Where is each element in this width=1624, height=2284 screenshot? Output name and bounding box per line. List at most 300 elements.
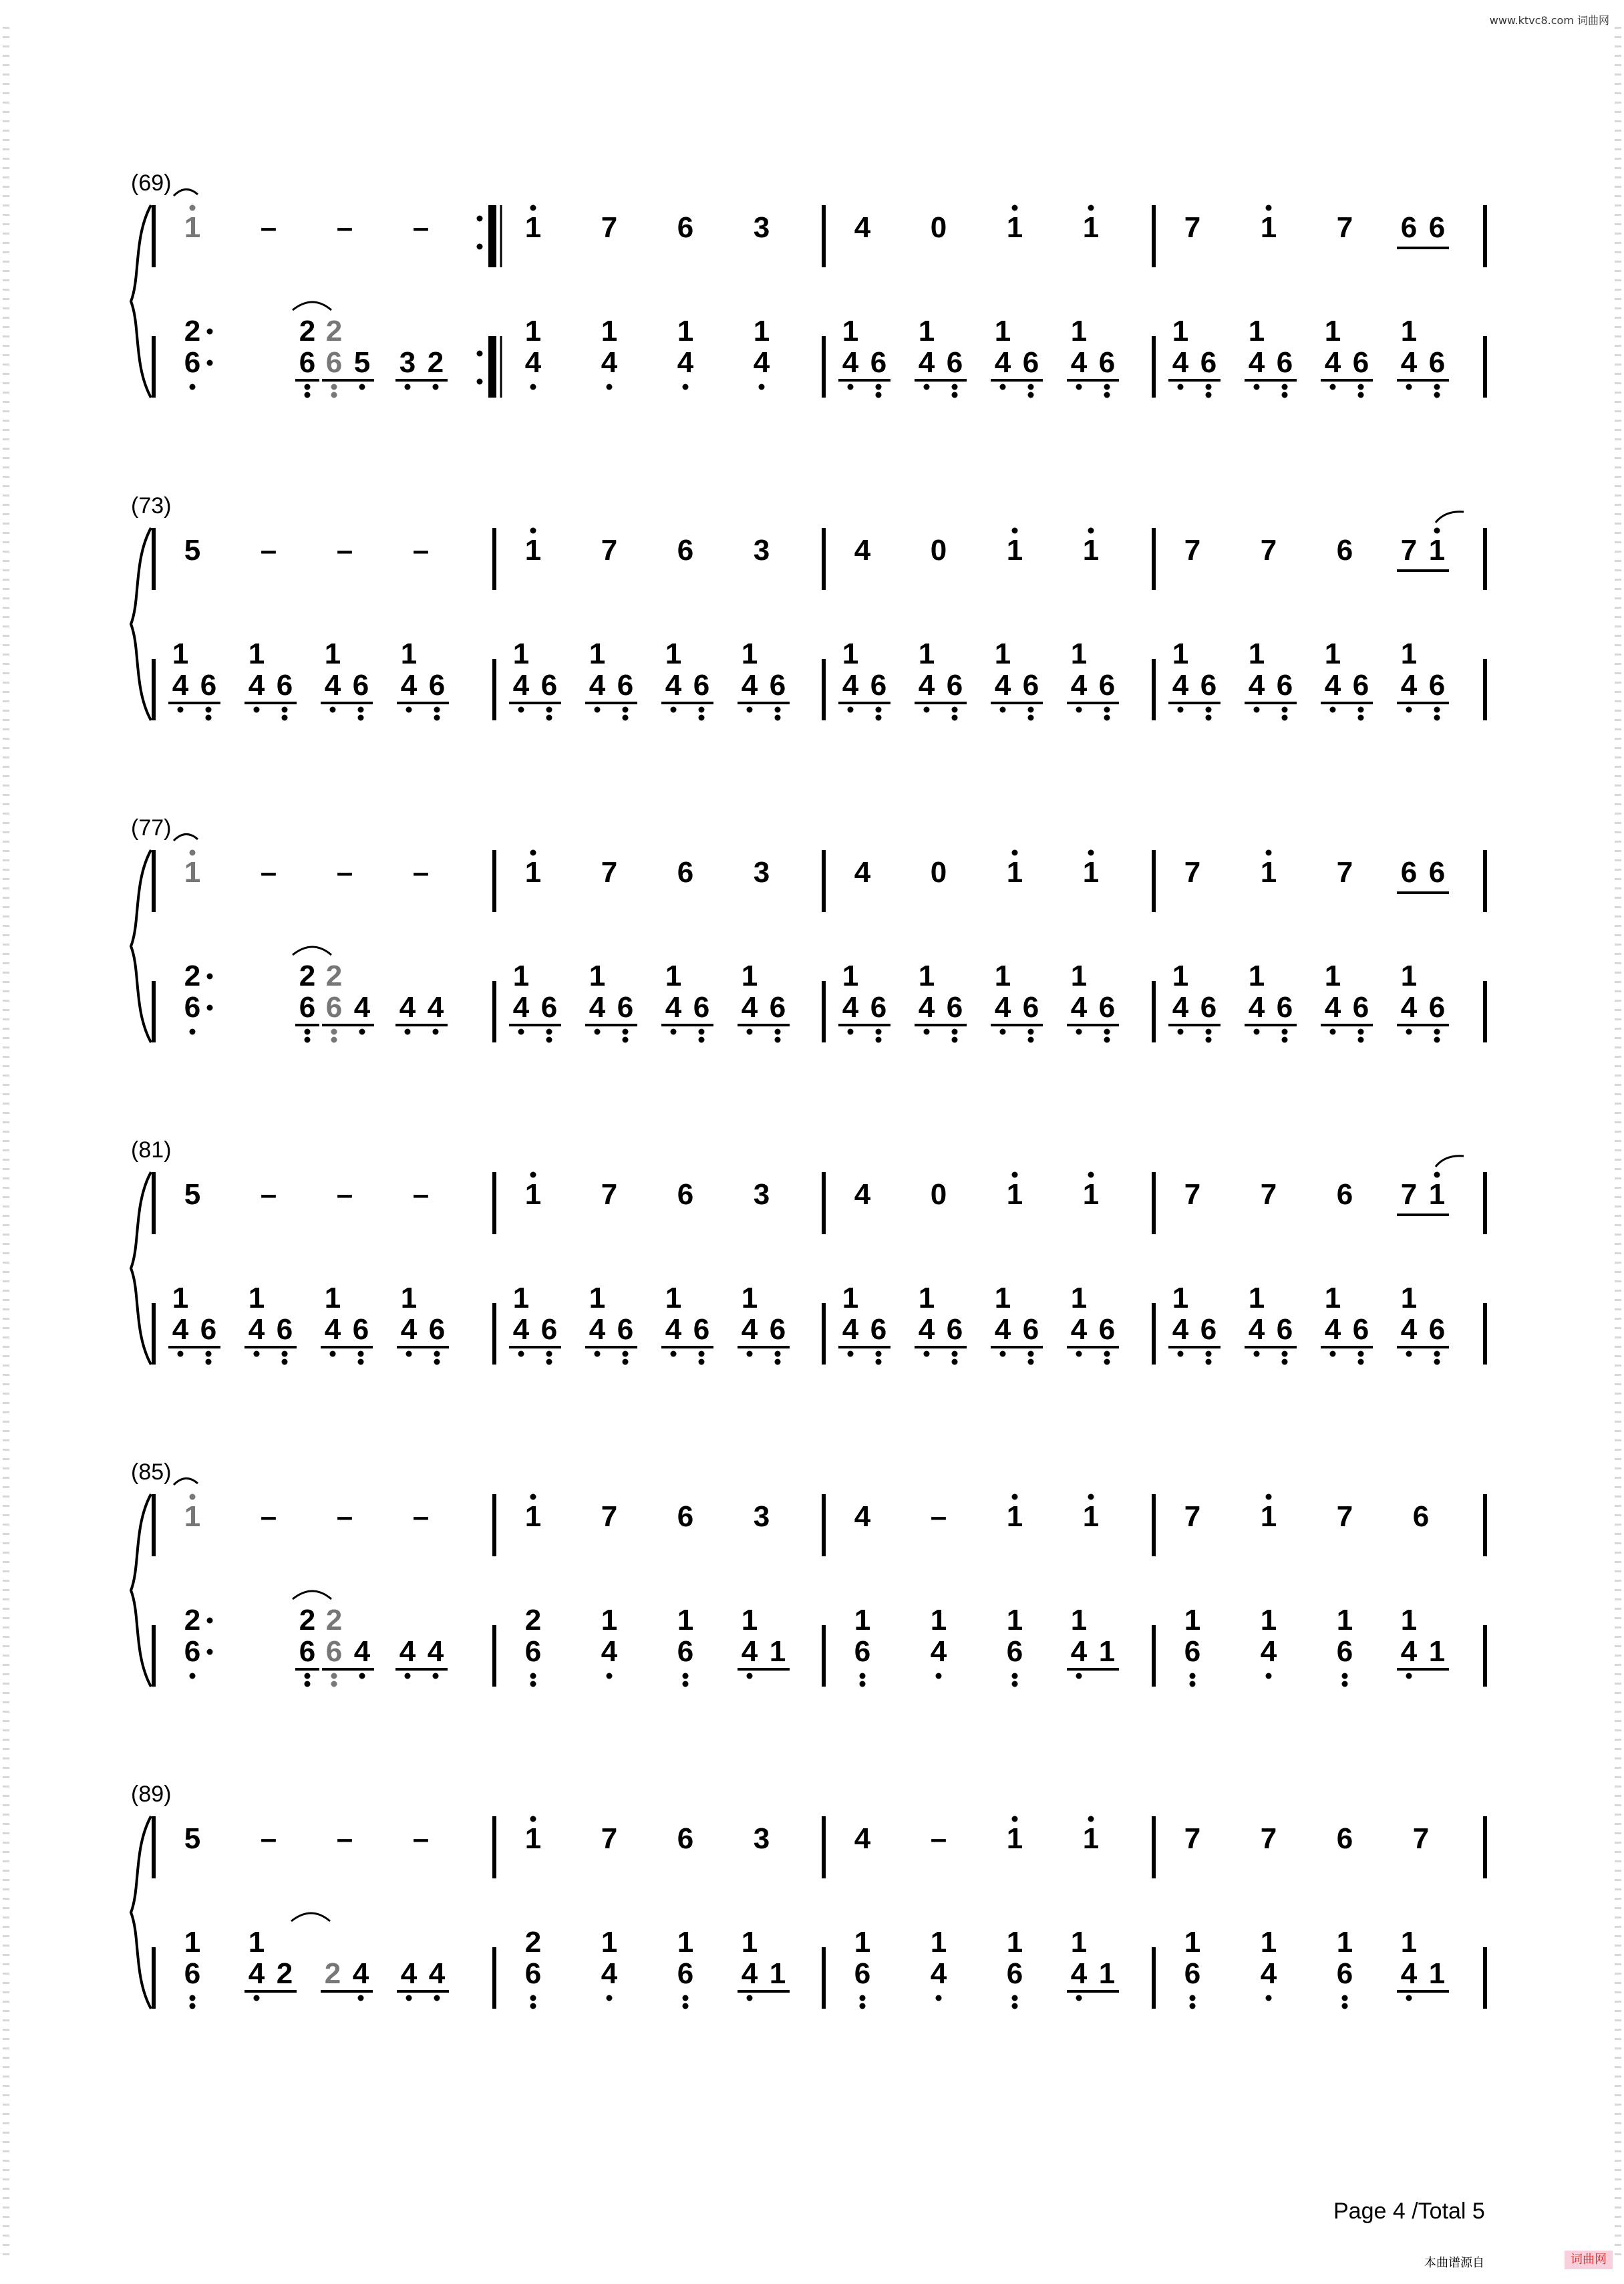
harmony-note: 1 bbox=[184, 1926, 201, 1959]
harmony-note: 1 bbox=[1172, 637, 1189, 670]
melody-note: 6 bbox=[1336, 1822, 1353, 1855]
melody-note: 5 bbox=[184, 1178, 201, 1211]
harmony-note: 1 bbox=[601, 1926, 618, 1959]
low-octave-dot bbox=[433, 1673, 439, 1679]
low-octave-dot bbox=[1434, 1037, 1440, 1043]
bass-note: 5 bbox=[353, 346, 371, 379]
low-octave-dot bbox=[1104, 392, 1110, 398]
eighth-underline bbox=[245, 1346, 297, 1348]
harmony-note: 1 bbox=[1248, 960, 1265, 992]
eighth-underline bbox=[585, 702, 637, 704]
low-octave-dot bbox=[1266, 1673, 1272, 1679]
eighth-underline bbox=[1245, 379, 1297, 382]
eighth-underline bbox=[585, 1024, 637, 1026]
harmony-note: 1 bbox=[324, 1282, 341, 1314]
bass-note: 6 bbox=[1098, 991, 1116, 1024]
bass-note: 6 bbox=[946, 669, 963, 702]
bass-note: 4 bbox=[1070, 346, 1088, 379]
harmony-note: 1 bbox=[248, 1282, 265, 1314]
low-octave-dot bbox=[1254, 384, 1260, 390]
barline bbox=[1483, 336, 1487, 398]
barline bbox=[492, 850, 496, 912]
low-octave-dot bbox=[282, 1359, 288, 1365]
bass-note: 6 bbox=[540, 669, 558, 702]
repeat-bar-thick bbox=[488, 336, 495, 398]
eighth-underline bbox=[738, 1668, 790, 1671]
low-octave-dot bbox=[1104, 1037, 1110, 1043]
low-octave-dot bbox=[924, 1351, 930, 1357]
eighth-underline bbox=[1397, 1214, 1449, 1216]
low-octave-dot bbox=[546, 1351, 552, 1357]
low-octave-dot bbox=[699, 707, 705, 713]
eighth-underline bbox=[1245, 1024, 1297, 1026]
bass-note: 2 bbox=[324, 1957, 341, 1990]
melody-note: 6 bbox=[1428, 211, 1446, 244]
eighth-underline bbox=[1397, 247, 1449, 249]
low-octave-dot bbox=[305, 1673, 311, 1679]
melody-note: 1 bbox=[1006, 1500, 1023, 1533]
barline bbox=[1152, 1947, 1156, 2009]
melody-note: 7 bbox=[601, 534, 618, 567]
bass-note: 4 bbox=[601, 1957, 618, 1990]
low-octave-dot bbox=[1206, 1029, 1212, 1035]
melody-note: 7 bbox=[601, 856, 618, 889]
footer-source: 本曲谱源自 bbox=[1424, 2256, 1484, 2270]
low-octave-dot bbox=[282, 1351, 288, 1357]
low-octave-dot bbox=[1028, 715, 1034, 721]
harmony-note: 2 bbox=[524, 1926, 542, 1959]
low-octave-dot bbox=[1434, 715, 1440, 721]
eighth-underline bbox=[1168, 1024, 1221, 1026]
bass-note: 6 bbox=[1336, 1635, 1353, 1668]
melody-note: 5 bbox=[184, 534, 201, 567]
melody-note: 7 bbox=[1184, 1500, 1201, 1533]
low-octave-dot bbox=[860, 1995, 866, 2001]
low-octave-dot bbox=[1178, 1351, 1184, 1357]
eighth-underline bbox=[915, 1346, 967, 1348]
eighth-underline bbox=[738, 1024, 790, 1026]
low-octave-dot bbox=[190, 2003, 196, 2009]
harmony-note: 1 bbox=[1400, 637, 1418, 670]
harmony-note: 1 bbox=[1400, 1926, 1418, 1959]
bass-note: 6 bbox=[1184, 1957, 1201, 1990]
eighth-underline bbox=[838, 379, 890, 382]
low-octave-dot bbox=[1028, 392, 1034, 398]
bass-note: 4 bbox=[930, 1957, 947, 1990]
eighth-underline bbox=[1397, 1990, 1449, 1993]
low-octave-dot bbox=[683, 1673, 689, 1679]
eighth-underline bbox=[1397, 569, 1449, 572]
bass-note: 4 bbox=[601, 346, 618, 379]
barline bbox=[1152, 1172, 1156, 1234]
barline bbox=[822, 981, 826, 1042]
low-octave-dot bbox=[359, 1029, 365, 1035]
bass-note: 4 bbox=[589, 1313, 606, 1346]
bass-note: 6 bbox=[946, 346, 963, 379]
bass-note: 6 bbox=[1428, 669, 1446, 702]
harmony-note: 2 bbox=[325, 1604, 343, 1636]
low-octave-dot bbox=[1254, 1029, 1260, 1035]
bass-note: 6 bbox=[769, 1313, 786, 1346]
eighth-underline bbox=[838, 1346, 890, 1348]
low-octave-dot bbox=[1012, 2003, 1018, 2009]
melody-note: 6 bbox=[677, 534, 694, 567]
low-octave-dot bbox=[530, 1673, 536, 1679]
page-number: Page 4 /Total 5 bbox=[1333, 2198, 1485, 2224]
eighth-underline bbox=[168, 1346, 220, 1348]
barline bbox=[152, 205, 156, 267]
bass-note: 6 bbox=[1428, 991, 1446, 1024]
low-octave-dot bbox=[433, 384, 439, 390]
barline bbox=[1152, 850, 1156, 912]
harmony-note: 1 bbox=[1260, 1926, 1277, 1959]
melody-note: 1 bbox=[1006, 534, 1023, 567]
bass-note: 4 bbox=[1324, 669, 1341, 702]
barline bbox=[822, 528, 826, 590]
eighth-underline bbox=[661, 1024, 713, 1026]
bass-note: 6 bbox=[1200, 669, 1217, 702]
low-octave-dot bbox=[206, 1351, 212, 1357]
melody-note: 5 bbox=[184, 1822, 201, 1855]
octave-dot bbox=[1434, 1172, 1440, 1178]
eighth-underline bbox=[1168, 1346, 1221, 1348]
low-octave-dot bbox=[434, 1351, 440, 1357]
bass-note: 2 bbox=[427, 346, 444, 379]
low-octave-dot bbox=[747, 1673, 753, 1679]
eighth-underline bbox=[295, 1024, 319, 1026]
bass-note: 4 bbox=[601, 1635, 618, 1668]
low-octave-dot bbox=[1282, 384, 1288, 390]
eighth-underline bbox=[395, 1668, 448, 1671]
bass-note: 6 bbox=[870, 669, 887, 702]
low-octave-dot bbox=[683, 1681, 689, 1687]
bass-note: 6 bbox=[769, 669, 786, 702]
barline bbox=[822, 1172, 826, 1234]
harmony-note: 1 bbox=[172, 637, 189, 670]
low-octave-dot bbox=[775, 1029, 781, 1035]
bass-note: 4 bbox=[1172, 346, 1189, 379]
bass-note: 6 bbox=[946, 1313, 963, 1346]
bass-note: 4 bbox=[172, 1313, 189, 1346]
bass-note: 1 bbox=[769, 1635, 786, 1668]
bass-note: 6 bbox=[184, 1635, 201, 1668]
harmony-note: 2 bbox=[184, 960, 201, 992]
low-octave-dot bbox=[1282, 715, 1288, 721]
low-octave-dot bbox=[1358, 1029, 1364, 1035]
harmony-note: 1 bbox=[601, 315, 618, 347]
low-octave-dot bbox=[1406, 1351, 1412, 1357]
eighth-underline bbox=[1321, 379, 1373, 382]
bass-note: 4 bbox=[1324, 991, 1341, 1024]
barline bbox=[822, 1816, 826, 1878]
harmony-note: 2 bbox=[325, 315, 343, 347]
measure-number: (85) bbox=[131, 1459, 172, 1485]
harmony-note: 1 bbox=[1172, 1282, 1189, 1314]
barline bbox=[1483, 205, 1487, 267]
bass-note: 6 bbox=[184, 1957, 201, 1990]
low-octave-dot bbox=[1104, 1351, 1110, 1357]
harmony-note: 1 bbox=[1184, 1604, 1201, 1636]
eighth-underline bbox=[295, 1668, 319, 1671]
bass-note: 1 bbox=[769, 1957, 786, 1990]
low-octave-dot bbox=[358, 1995, 364, 2001]
eighth-underline bbox=[395, 1024, 448, 1026]
tie-arc bbox=[1436, 1156, 1464, 1167]
barline bbox=[1152, 1816, 1156, 1878]
low-octave-dot bbox=[1076, 1029, 1082, 1035]
system-brace bbox=[131, 528, 151, 720]
low-octave-dot bbox=[1342, 2003, 1348, 2009]
melody-note: 1 bbox=[1082, 211, 1100, 244]
bass-note: 4 bbox=[428, 1957, 446, 1990]
bass-note: 4 bbox=[741, 1313, 758, 1346]
eighth-underline bbox=[915, 379, 967, 382]
harmony-note: 1 bbox=[1248, 1282, 1265, 1314]
low-octave-dot bbox=[1104, 715, 1110, 721]
low-octave-dot bbox=[775, 1351, 781, 1357]
bass-note: 1 bbox=[1428, 1957, 1446, 1990]
low-octave-dot bbox=[924, 1029, 930, 1035]
harmony-note: 1 bbox=[741, 1604, 758, 1636]
melody-note: 4 bbox=[854, 1178, 871, 1211]
eighth-underline bbox=[661, 702, 713, 704]
bass-note: 4 bbox=[741, 991, 758, 1024]
low-octave-dot bbox=[607, 1995, 613, 2001]
bass-note: 6 bbox=[276, 669, 293, 702]
low-octave-dot bbox=[848, 1351, 854, 1357]
low-octave-dot bbox=[1178, 1029, 1184, 1035]
bass-note: 4 bbox=[512, 991, 530, 1024]
barline bbox=[1483, 1172, 1487, 1234]
low-octave-dot bbox=[1282, 1351, 1288, 1357]
barline bbox=[152, 1494, 156, 1556]
barline bbox=[1152, 1494, 1156, 1556]
harmony-note: 1 bbox=[918, 637, 935, 670]
repeat-bar-thin bbox=[500, 205, 502, 267]
low-octave-dot bbox=[747, 1995, 753, 2001]
repeat-dot bbox=[477, 351, 483, 357]
harmony-note: 1 bbox=[677, 315, 694, 347]
rest-dash: – bbox=[336, 1178, 353, 1211]
harmony-note: 1 bbox=[994, 960, 1011, 992]
low-octave-dot bbox=[848, 707, 854, 713]
barline bbox=[822, 1625, 826, 1687]
barline bbox=[1152, 336, 1156, 398]
barline bbox=[152, 528, 156, 590]
low-octave-dot bbox=[1434, 707, 1440, 713]
bass-note: 6 bbox=[870, 991, 887, 1024]
low-octave-dot bbox=[405, 1673, 411, 1679]
bass-note: 6 bbox=[325, 346, 343, 379]
rest-dash: – bbox=[336, 1822, 353, 1855]
system-brace bbox=[131, 1172, 151, 1365]
harmony-note: 1 bbox=[589, 1282, 606, 1314]
melody-note: 1 bbox=[524, 534, 542, 567]
low-octave-dot bbox=[330, 707, 336, 713]
eighth-underline bbox=[1067, 702, 1119, 704]
bass-note: 6 bbox=[1352, 991, 1369, 1024]
barline bbox=[1152, 659, 1156, 720]
barline bbox=[822, 1947, 826, 2009]
harmony-note: 1 bbox=[512, 637, 530, 670]
low-octave-dot bbox=[330, 1351, 336, 1357]
rest-dash: – bbox=[336, 211, 353, 244]
harmony-note: 1 bbox=[1324, 637, 1341, 670]
melody-note: 3 bbox=[753, 1500, 770, 1533]
low-octave-dot bbox=[406, 1995, 412, 2001]
rest-dash: – bbox=[412, 534, 430, 567]
bass-note: 1 bbox=[1098, 1957, 1116, 1990]
octave-dot bbox=[530, 205, 536, 211]
melody-note: 1 bbox=[524, 1178, 542, 1211]
bass-note: 6 bbox=[325, 1635, 343, 1668]
eighth-underline bbox=[738, 702, 790, 704]
harmony-note: 2 bbox=[524, 1604, 542, 1636]
bass-note: 6 bbox=[946, 991, 963, 1024]
low-octave-dot bbox=[1190, 1995, 1196, 2001]
barline bbox=[1483, 981, 1487, 1042]
bass-note: 6 bbox=[854, 1635, 871, 1668]
harmony-note: 1 bbox=[1070, 1282, 1088, 1314]
low-octave-dot bbox=[1434, 384, 1440, 390]
bass-note: 4 bbox=[248, 669, 265, 702]
low-octave-dot bbox=[1206, 392, 1212, 398]
melody-note: 7 bbox=[1184, 856, 1201, 889]
low-octave-dot bbox=[1358, 1359, 1364, 1365]
bass-note: 4 bbox=[172, 669, 189, 702]
bass-note: 4 bbox=[589, 669, 606, 702]
melody-note: 7 bbox=[1184, 534, 1201, 567]
bass-note: 6 bbox=[1352, 346, 1369, 379]
low-octave-dot bbox=[331, 1037, 337, 1043]
bass-note: 4 bbox=[665, 991, 682, 1024]
low-octave-dot bbox=[282, 707, 288, 713]
low-octave-dot bbox=[1358, 707, 1364, 713]
low-octave-dot bbox=[595, 1029, 601, 1035]
melody-note: 1 bbox=[1260, 1500, 1277, 1533]
tie-arc bbox=[293, 1591, 331, 1599]
melody-note: 7 bbox=[1260, 1178, 1277, 1211]
bass-note: 4 bbox=[1172, 669, 1189, 702]
bass-note: 6 bbox=[184, 346, 201, 379]
eighth-underline bbox=[838, 1024, 890, 1026]
harmony-note: 1 bbox=[1070, 637, 1088, 670]
octave-dot bbox=[1266, 1494, 1272, 1500]
bass-note: 4 bbox=[427, 1635, 444, 1668]
low-octave-dot bbox=[1028, 1351, 1034, 1357]
harmony-note: 1 bbox=[248, 1926, 265, 1959]
low-octave-dot bbox=[434, 715, 440, 721]
rest-dash: – bbox=[260, 534, 277, 567]
melody-note: 7 bbox=[1184, 211, 1201, 244]
harmony-note: 1 bbox=[930, 1604, 947, 1636]
bass-note: 4 bbox=[324, 1313, 341, 1346]
low-octave-dot bbox=[1266, 1995, 1272, 2001]
barline bbox=[822, 1494, 826, 1556]
low-octave-dot bbox=[1206, 1359, 1212, 1365]
low-octave-dot bbox=[1358, 715, 1364, 721]
bass-note: 4 bbox=[1248, 1313, 1265, 1346]
low-octave-dot bbox=[282, 715, 288, 721]
rest-dash: – bbox=[930, 1822, 947, 1855]
bass-note: 6 bbox=[524, 1635, 542, 1668]
eighth-underline bbox=[915, 702, 967, 704]
bass-note: 4 bbox=[1070, 991, 1088, 1024]
melody-note: 4 bbox=[854, 534, 871, 567]
bass-note: 6 bbox=[1006, 1957, 1023, 1990]
low-octave-dot bbox=[1434, 1029, 1440, 1035]
bass-note: 4 bbox=[1324, 1313, 1341, 1346]
harmony-note: 1 bbox=[677, 1926, 694, 1959]
barline bbox=[1483, 659, 1487, 720]
barline bbox=[1483, 1816, 1487, 1878]
low-octave-dot bbox=[876, 384, 882, 390]
melody-note: 4 bbox=[854, 856, 871, 889]
harmony-note: 1 bbox=[842, 1282, 859, 1314]
bass-note: 6 bbox=[1428, 1313, 1446, 1346]
bass-note: 4 bbox=[400, 669, 418, 702]
bass-note: 4 bbox=[1070, 1635, 1088, 1668]
melody-note: 6 bbox=[1428, 856, 1446, 889]
melody-note: 1 bbox=[184, 1500, 201, 1533]
low-octave-dot bbox=[1254, 1351, 1260, 1357]
low-octave-dot bbox=[1000, 1351, 1006, 1357]
barline bbox=[492, 659, 496, 720]
low-octave-dot bbox=[1406, 1995, 1412, 2001]
barline bbox=[822, 659, 826, 720]
eighth-underline bbox=[321, 702, 373, 704]
low-octave-dot bbox=[876, 392, 882, 398]
augmentation-dot bbox=[207, 329, 213, 335]
melody-note: 1 bbox=[1082, 1822, 1100, 1855]
harmony-note: 1 bbox=[842, 960, 859, 992]
harmony-note: 1 bbox=[1006, 1926, 1023, 1959]
low-octave-dot bbox=[530, 1681, 536, 1687]
barline bbox=[152, 336, 156, 398]
melody-note: 7 bbox=[1400, 534, 1418, 567]
low-octave-dot bbox=[860, 1681, 866, 1687]
measure-number: (89) bbox=[131, 1781, 172, 1807]
eighth-underline bbox=[1168, 702, 1221, 704]
octave-dot bbox=[1012, 528, 1018, 534]
melody-note: 7 bbox=[601, 211, 618, 244]
tie-arc bbox=[291, 1913, 330, 1921]
low-octave-dot bbox=[876, 1359, 882, 1365]
bass-note: 4 bbox=[1172, 1313, 1189, 1346]
melody-note: 6 bbox=[1412, 1500, 1430, 1533]
melody-note: 7 bbox=[1412, 1822, 1430, 1855]
low-octave-dot bbox=[1076, 1995, 1082, 2001]
low-octave-dot bbox=[1104, 1029, 1110, 1035]
melody-note: 1 bbox=[524, 211, 542, 244]
low-octave-dot bbox=[952, 392, 958, 398]
eighth-underline bbox=[509, 1024, 561, 1026]
melody-note: 1 bbox=[1006, 856, 1023, 889]
bass-note: 4 bbox=[1248, 669, 1265, 702]
harmony-note: 1 bbox=[1184, 1926, 1201, 1959]
low-octave-dot bbox=[671, 707, 677, 713]
low-octave-dot bbox=[1282, 1037, 1288, 1043]
harmony-note: 1 bbox=[665, 637, 682, 670]
melody-note: 7 bbox=[1400, 1178, 1418, 1211]
low-octave-dot bbox=[1330, 707, 1336, 713]
harmony-note: 1 bbox=[512, 960, 530, 992]
melody-note: 7 bbox=[601, 1178, 618, 1211]
barline bbox=[492, 981, 496, 1042]
melody-note: 1 bbox=[1006, 1822, 1023, 1855]
barline bbox=[492, 1816, 496, 1878]
bass-note: 6 bbox=[200, 1313, 217, 1346]
